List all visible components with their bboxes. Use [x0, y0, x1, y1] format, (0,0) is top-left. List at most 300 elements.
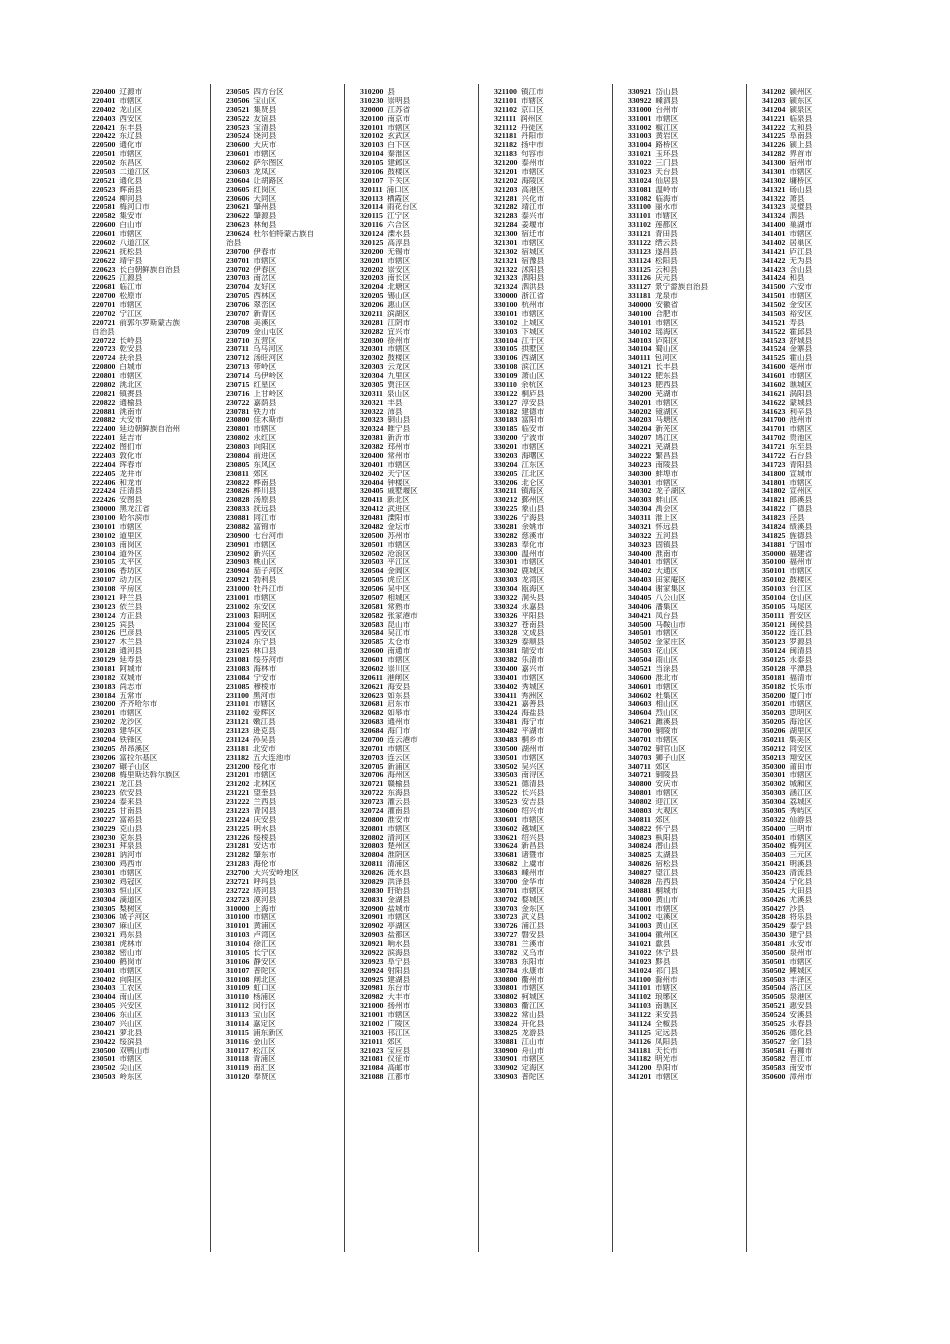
area-code: 320701 [360, 744, 384, 753]
code-entry [360, 621, 482, 630]
area-code: 230182 [92, 673, 116, 682]
area-code: 222426 [92, 496, 116, 505]
code-entry [360, 887, 482, 896]
code-entry [494, 647, 616, 656]
area-name: 市辖区 [119, 150, 143, 159]
area-code: 330500 [494, 744, 518, 753]
area-code: 231085 [226, 682, 250, 691]
code-entry [92, 940, 214, 949]
area-code: 321100 [494, 88, 517, 96]
area-code: 220602 [92, 238, 116, 247]
area-name: 汪清县 [119, 487, 143, 496]
code-entry [92, 452, 214, 461]
area-code: 231003 [226, 611, 250, 620]
area-code: 340102 [628, 327, 652, 336]
area-name: 阜南县 [789, 132, 813, 141]
code-entry [494, 727, 616, 736]
code-entry [628, 248, 750, 257]
code-entry [226, 789, 348, 798]
area-name: 思明区 [789, 709, 813, 718]
area-name: 美溪区 [253, 318, 277, 327]
code-entry [762, 124, 884, 133]
area-name: 萧县 [789, 194, 805, 203]
code-entry [494, 390, 616, 399]
area-name: 新兴区 [253, 549, 277, 558]
area-name: 龙凤区 [253, 167, 277, 176]
code-entry [762, 647, 884, 656]
code-entry [494, 842, 616, 851]
area-code: 320684 [360, 727, 384, 735]
area-code: 350426 [762, 895, 786, 904]
code-entry [226, 718, 348, 727]
code-entry [226, 399, 348, 408]
area-name: 虹口区 [253, 984, 277, 993]
area-name: 湖州市 [521, 744, 545, 753]
area-code: 230805 [226, 460, 250, 469]
area-code: 330681 [494, 851, 518, 860]
area-name: 拜泉县 [119, 842, 143, 851]
area-code: 220722 [92, 336, 116, 345]
code-entry [92, 230, 214, 239]
code-entry [762, 1064, 884, 1073]
code-entry [92, 967, 214, 976]
code-entry [226, 851, 348, 860]
area-name: 闵行区 [252, 1002, 276, 1011]
code-entry [494, 372, 616, 381]
code-entry [494, 878, 616, 887]
area-name: 雨山区 [655, 656, 679, 664]
code-entry [762, 638, 884, 647]
area-code: 230105 [92, 558, 116, 567]
area-name: 滨江区 [521, 363, 545, 372]
area-name: 新芜区 [655, 425, 679, 434]
code-entry [360, 576, 482, 585]
area-name: 祁门县 [655, 966, 679, 975]
area-code: 341001 [628, 904, 652, 913]
code-entry [92, 585, 214, 594]
code-entry [226, 266, 348, 275]
area-code: 321011 [360, 1037, 383, 1046]
area-name: 市辖区 [387, 256, 411, 265]
code-entry [360, 940, 482, 949]
area-name: 安吉县 [521, 798, 545, 806]
area-code: 320401 [360, 460, 384, 469]
code-entry [360, 159, 482, 168]
code-entry [360, 532, 482, 541]
code-entry [762, 816, 884, 825]
area-code: 320602 [360, 664, 384, 673]
code-entry [360, 523, 482, 532]
area-code: 230603 [226, 167, 250, 176]
area-name: 东海县 [387, 789, 411, 798]
area-code: 222403 [92, 451, 116, 460]
area-name: 海陵区 [521, 176, 545, 185]
code-entry [360, 896, 482, 905]
area-code: 330328 [494, 629, 518, 638]
code-entry [360, 230, 482, 239]
area-code: 231025 [226, 647, 250, 656]
area-name: 巢湖市 [789, 221, 813, 230]
code-entry [494, 425, 616, 434]
area-name: 自治县 [92, 327, 115, 336]
area-code: 230123 [92, 602, 116, 611]
code-entry [628, 736, 750, 745]
area-code: 321000 [360, 1002, 384, 1011]
area-name: 海安县 [387, 682, 411, 691]
area-name: 杜集区 [655, 691, 679, 700]
code-entry [226, 692, 348, 701]
area-name: 大田县 [789, 886, 813, 895]
area-code: 320211 [360, 309, 383, 318]
area-code: 350424 [762, 877, 786, 886]
code-entry [92, 292, 214, 301]
area-code: 350527 [762, 1037, 786, 1046]
code-entry [628, 993, 750, 1002]
area-code: 220421 [92, 123, 116, 132]
code-entry [92, 124, 214, 133]
code-entry [762, 567, 884, 576]
area-code: 230321 [92, 931, 116, 940]
code-entry [494, 896, 616, 905]
code-entry [92, 97, 214, 106]
code-entry [360, 150, 482, 159]
area-name: 郊区 [252, 469, 269, 478]
area-code: 220622 [92, 256, 116, 265]
area-name: 霍邱县 [789, 327, 813, 336]
area-name: 宝山区 [252, 1011, 276, 1019]
area-name: 镇赉县 [119, 389, 143, 398]
code-entry [92, 416, 214, 425]
area-name: 平阳县 [521, 611, 545, 620]
area-name: 潜山县 [655, 842, 679, 851]
code-entry [360, 408, 482, 417]
code-entry [360, 487, 482, 496]
area-name: 秀城区 [521, 682, 545, 691]
area-name: 集安市 [119, 212, 143, 221]
area-name: 大安市 [119, 416, 143, 425]
code-entry [92, 727, 214, 736]
area-code: 330502 [494, 762, 518, 771]
area-name: 金安区 [789, 301, 813, 309]
area-name: 依安县 [119, 789, 143, 798]
code-entry [226, 505, 348, 514]
area-code: 330281 [494, 522, 518, 531]
area-code: 350583 [762, 1064, 786, 1073]
area-code: 331122 [628, 238, 651, 247]
code-entry [762, 257, 884, 266]
code-entry [92, 328, 214, 337]
code-entry [360, 274, 482, 283]
area-code: 230709 [226, 327, 250, 336]
code-entry [226, 1029, 348, 1038]
code-entry [226, 709, 348, 718]
area-name: 市辖区 [253, 150, 277, 159]
area-name: 伊春市 [253, 247, 277, 256]
code-entry [92, 168, 214, 177]
code-entry [762, 408, 884, 417]
area-code: 230600 [226, 141, 250, 150]
area-code: 341503 [762, 309, 786, 318]
area-code: 350111 [762, 611, 785, 620]
area-code: 330624 [494, 842, 518, 851]
area-code: 341103 [628, 1002, 651, 1011]
code-entry [92, 106, 214, 115]
code-entry [762, 203, 884, 212]
code-entry [226, 319, 348, 328]
code-entry [494, 292, 616, 301]
area-name: 市辖区 [521, 558, 545, 567]
area-name: 凤台县 [655, 611, 679, 620]
area-name: 雨花台区 [386, 203, 418, 212]
code-entry [226, 976, 348, 985]
area-name: 江苏省 [387, 105, 411, 114]
code-entry [226, 141, 348, 150]
area-name: 东宁县 [253, 638, 277, 647]
area-code: 330522 [494, 789, 518, 798]
area-name: 桐庐县 [521, 389, 545, 398]
area-code: 320724 [360, 806, 384, 815]
code-entry [360, 825, 482, 834]
area-code: 230716 [226, 389, 250, 398]
code-entry [360, 958, 482, 967]
area-code: 220700 [92, 292, 116, 301]
area-name: 旌德县 [789, 531, 813, 540]
area-name: 市辖区 [654, 212, 678, 221]
code-entry [762, 337, 884, 346]
area-name: 金湖县 [387, 895, 411, 904]
area-code: 340811 [628, 815, 651, 824]
code-entry [762, 798, 884, 807]
code-entry [762, 505, 884, 514]
area-code: 330800 [494, 975, 518, 984]
area-name: 南岗区 [119, 540, 143, 549]
code-entry [494, 576, 616, 585]
area-code: 350581 [762, 1046, 786, 1055]
area-code: 230108 [92, 585, 116, 593]
area-code: 331002 [628, 123, 652, 132]
area-code: 321084 [360, 1064, 384, 1073]
area-code: 321182 [494, 141, 517, 150]
area-code: 220501 [92, 150, 116, 159]
area-name: 北林区 [253, 780, 277, 789]
code-entry [762, 212, 884, 221]
code-entry [360, 647, 482, 656]
code-entry [226, 337, 348, 346]
area-name: 通化市 [119, 141, 143, 150]
code-entry [762, 851, 884, 860]
area-name: 桦川县 [253, 487, 277, 496]
area-name: 闸北区 [253, 975, 277, 984]
area-code: 330824 [494, 1019, 518, 1028]
code-entry [360, 816, 482, 825]
code-entry [494, 674, 616, 683]
area-code: 320204 [360, 283, 384, 292]
area-name: 泰宁县 [789, 922, 813, 931]
area-name: 市辖区 [253, 425, 277, 434]
area-code: 330600 [494, 806, 518, 815]
area-name: 靖宇县 [119, 256, 143, 265]
area-code: 230921 [226, 576, 250, 585]
area-code: 340711 [628, 762, 651, 771]
area-name: 大通区 [655, 567, 679, 576]
area-code: 331101 [628, 212, 651, 221]
code-entry [762, 1047, 884, 1056]
code-entry [360, 842, 482, 851]
area-name: 桐城市 [655, 886, 679, 895]
area-code: 331127 [628, 283, 651, 292]
area-code: 230223 [92, 789, 116, 798]
area-name: 徽州区 [655, 931, 679, 940]
area-name: 市辖区 [253, 913, 277, 922]
code-entry [360, 221, 482, 230]
area-name: 庆元县 [654, 274, 678, 283]
area-name: 市辖区 [521, 984, 545, 993]
area-name: 六安市 [789, 283, 813, 292]
code-entry [628, 257, 750, 266]
area-code: 230522 [226, 114, 250, 123]
area-name: 市辖区 [789, 700, 813, 709]
area-name: 鹿城区 [521, 567, 545, 576]
code-entry [92, 834, 214, 843]
area-name: 富阳市 [521, 416, 545, 425]
area-name: 岭东区 [119, 1073, 143, 1082]
area-code: 330901 [494, 1055, 518, 1064]
area-name: 淮南市 [655, 549, 679, 558]
area-code: 230501 [92, 1055, 116, 1064]
area-code: 341003 [628, 922, 652, 931]
area-name: 岳西县 [655, 877, 679, 886]
area-code: 220601 [92, 230, 116, 238]
area-code: 310110 [226, 993, 249, 1002]
area-name: 嵊泗县 [655, 96, 679, 105]
code-entry [226, 949, 348, 958]
area-name: 市辖区 [789, 292, 813, 301]
code-entry [494, 984, 616, 993]
code-entry [360, 425, 482, 434]
area-code: 340322 [628, 531, 652, 540]
area-name: 清浦区 [386, 860, 410, 869]
area-name: 洞头县 [521, 593, 545, 602]
area-name: 铁锋区 [119, 735, 143, 744]
code-entry [762, 523, 884, 532]
area-code: 220701 [92, 301, 116, 309]
area-code: 230714 [226, 372, 250, 380]
code-entry [226, 683, 348, 692]
code-entry [628, 692, 750, 701]
area-code: 330324 [494, 602, 518, 611]
area-name: 平房区 [119, 585, 143, 593]
code-entry [494, 1038, 616, 1047]
code-entry [360, 416, 482, 425]
area-name: 带岭区 [253, 363, 277, 372]
area-name: 晋安区 [788, 611, 812, 620]
area-name: 平潭县 [789, 664, 813, 673]
area-code: 310116 [226, 1037, 249, 1046]
code-entry [92, 399, 214, 408]
area-code: 340825 [628, 851, 652, 860]
area-name: 五营区 [253, 336, 277, 345]
area-name: 姜堰市 [521, 221, 545, 230]
code-entry [226, 496, 348, 505]
area-code: 350501 [762, 957, 786, 966]
area-name: 颍东区 [789, 96, 813, 105]
area-name: 镇江市 [520, 88, 544, 96]
area-code: 330225 [494, 505, 518, 514]
code-entry [226, 257, 348, 266]
area-name: 鸠江区 [655, 434, 679, 443]
area-name: 龙江县 [119, 780, 143, 789]
code-entry [762, 1029, 884, 1038]
area-code: 320412 [360, 505, 384, 514]
area-name: 黟县 [655, 957, 671, 966]
area-code: 331082 [628, 194, 652, 203]
area-code: 350205 [762, 718, 786, 727]
area-code: 230703 [226, 274, 250, 283]
code-entry [628, 141, 750, 150]
code-entry [628, 629, 750, 638]
code-entry [494, 532, 616, 541]
code-entry [92, 301, 214, 310]
area-name: 东昌区 [119, 159, 143, 167]
area-name: 敦化市 [119, 451, 143, 460]
area-code: 230804 [226, 451, 250, 460]
area-code: 230301 [92, 869, 116, 877]
area-code: 231004 [226, 620, 250, 629]
code-entry [226, 736, 348, 745]
area-name: 市辖区 [119, 301, 143, 309]
area-name: 新沂市 [387, 434, 411, 443]
area-name: 白城市 [119, 363, 143, 372]
code-entry [628, 958, 750, 967]
code-entry [360, 700, 482, 709]
code-entry [628, 381, 750, 390]
area-name: 裕安区 [789, 309, 813, 318]
area-code: 350524 [762, 1011, 786, 1019]
area-code: 320102 [360, 132, 384, 141]
area-code: 330922 [628, 96, 652, 105]
area-code: 340421 [628, 611, 652, 620]
code-entry [628, 319, 750, 328]
area-name: 市辖区 [655, 904, 679, 913]
code-entry [226, 212, 348, 221]
area-code: 331003 [628, 132, 652, 141]
area-code: 350428 [762, 913, 786, 922]
area-code: 310114 [226, 1019, 249, 1028]
code-entry [762, 115, 884, 124]
area-name: 辉南县 [119, 185, 143, 194]
area-code: 331123 [628, 247, 651, 256]
area-name: 塔河县 [253, 886, 277, 895]
area-name: 芜湖县 [655, 443, 679, 451]
area-code: 230125 [92, 620, 116, 629]
area-code: 320922 [360, 948, 384, 957]
area-name: 高港区 [521, 185, 545, 194]
area-code: 220724 [92, 354, 116, 363]
code-entry [762, 674, 884, 683]
code-entry [360, 905, 482, 914]
code-entry [494, 763, 616, 772]
area-name: 克山县 [119, 824, 143, 833]
area-name: 金阊区 [387, 567, 411, 576]
area-code: 310113 [226, 1011, 249, 1019]
area-name: 迎江区 [655, 798, 679, 806]
area-code: 341622 [762, 398, 786, 407]
code-entry [92, 692, 214, 701]
area-code: 310107 [226, 966, 250, 975]
area-code: 350105 [762, 602, 786, 611]
area-name: 昂昂溪区 [119, 744, 150, 753]
area-name: 响水县 [387, 940, 411, 948]
